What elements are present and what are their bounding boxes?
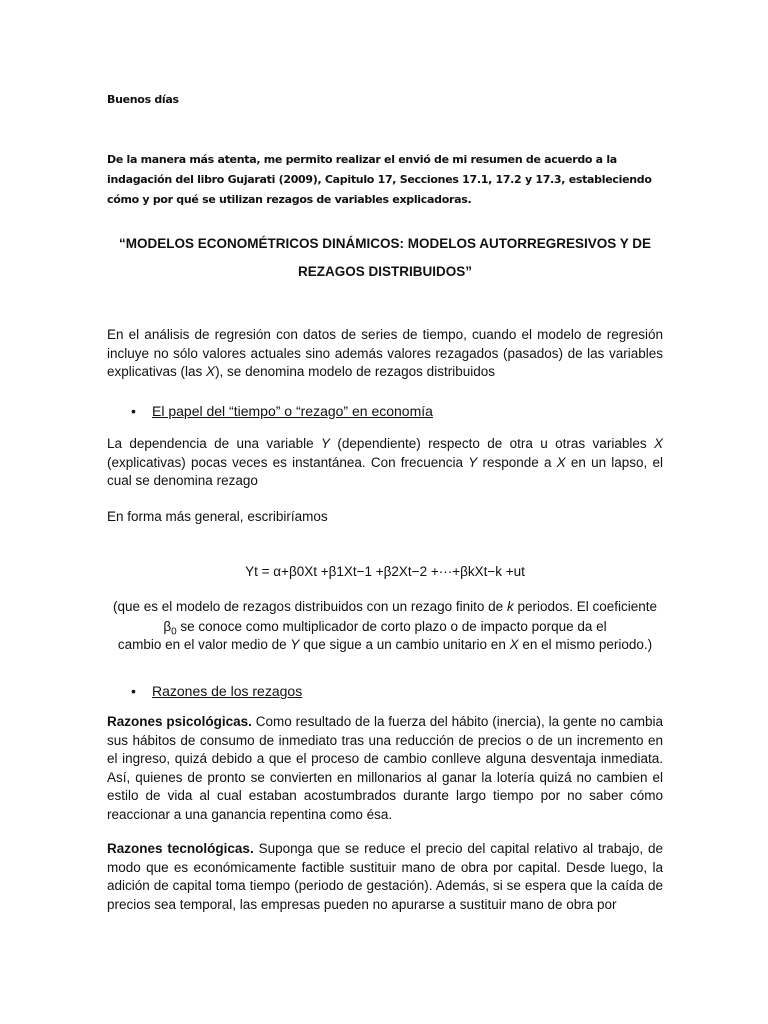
paragraph-general-form: En forma más general, escribiríamos (107, 509, 328, 524)
bullet-reasons: • Razones de los rezagos (131, 683, 303, 699)
label-technological: Razones tecnológicas. (107, 841, 254, 856)
formula: Yt = α+β0Xt +β1Xt−1 +β2Xt−2 +···+βkXt−k +ut (245, 564, 525, 579)
paragraph-psychological: Razones psicológicas. Como resultado de la fuerza del hábito (inercia), la gente no cambia sus hábitos de consumo de inmediato tras una reducción de precios o de un incremento en el ingreso, quizá debido a que el proceso de cambio conlleve alguna desventaja inmediata. Así, quienes de pronto se convierten en millonarios al ganar la lotería quizá no cambien el estilo de vida al cual estaban acostumbrados durante largo tiempo por no saber cómo reaccionar a una ganancia repentina como ésa. (107, 714, 664, 822)
bullet-time-lag: • El papel del “tiempo” o “rezago” en economía (131, 403, 433, 419)
formula-note: (que es el modelo de rezagos distribuidos con un rezago finito de k periodos. El coeficiente $\beta_0$ se conoce como multiplicador de corto plazo o de impacto porque da el (112, 599, 658, 638)
label-psychological: Razones psicológicas. (107, 714, 252, 729)
bullet-dot: • (131, 403, 136, 419)
paragraph-technological: Razones tecnológicas. Suponga que se reduce el precio del capital relativo al trabajo, de modo que es económicamente factible sustituir mano de obra por capital. Desde luego, la adición de capital toma tiempo (periodo de gestación). Además, si se espera que la caída de precios sea temporal, las empresas pueden no apurarse a sustituir mano de obra por (107, 841, 663, 912)
document-title (107, 230, 663, 286)
title-line-2: REZAGOS DISTRIBUIDOS” (297, 264, 472, 279)
paragraph-dependence: La dependencia de una variable Y (dependiente) respecto de otra u otras variables X (explicativas) pocas veces es instantánea. Con frecuencia Y responde a X en un lapso, el cual se denomina rezago (107, 436, 663, 488)
bullet-dot: • (131, 683, 136, 699)
formula-note-continued: cambio en el valor medio de Y que sigue a un cambio unitario en X en el mismo periodo.) (117, 637, 653, 652)
intro-paragraph: De la manera más atenta, me permito realizar el envió de mi resumen de acuerdo a la indagación del libro Gujarati (2009), Capitulo 17, Secciones 17.1, 17.2 y 17.3, estableciendo cómo y por qué se utilizan rezagos de variables explicadoras. (107, 153, 652, 206)
title-line-1: “MODELOS ECONOMÉTRICOS DINÁMICOS: MODELOS AUTORREGRESIVOS Y DE (118, 236, 652, 251)
greeting: Buenos días (107, 93, 179, 106)
paragraph-distributed-lags: En el análisis de regresión con datos de series de tiempo, cuando el modelo de regresión incluye no sólo valores actuales sino además valores rezagados (pasados) de las variables explicativas (las X), se denomina modelo de rezagos distribuidos (107, 327, 663, 379)
